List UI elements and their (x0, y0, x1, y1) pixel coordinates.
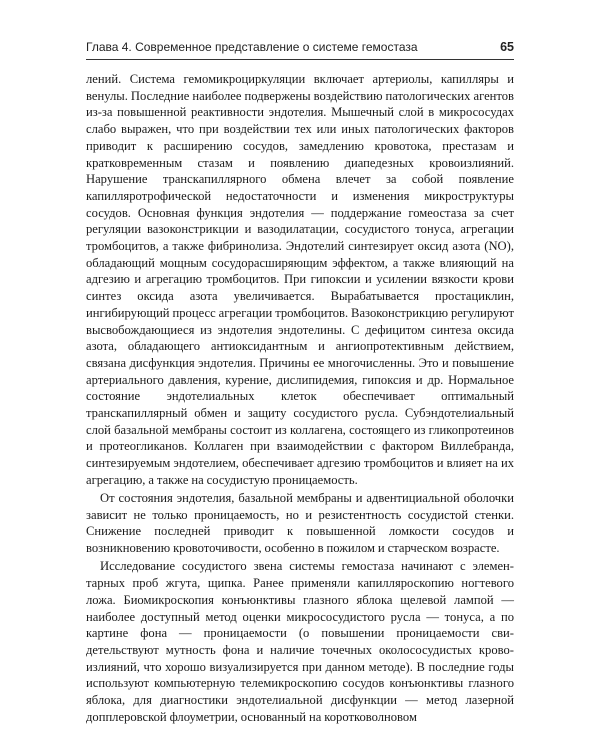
body-text (86, 71, 514, 725)
page-number: 65 (500, 40, 514, 54)
paragraph-3: Исследование сосудистого звена системы гемостаза начинают с элементарных проб жгута, щипка. Ранее применяли капилляроскопию ногтевого ложа. Биомикроскопия конъюнктивы глазного яблока щелевой лампой — наиболее доступный метод оценки микрососудистого русла — тонуса, а по картине фона — проницаемости (о повышении проницаемости свидетельствуют мутность фона и наличие точечных околососудистых кровоизлияний, что хорошо визуализируется при данном методе). В последние годы используют компьютерную телемикроскопию сосудов конъюнктивы глазного яблока, для диагностики эндотелиальной дисфункции — метод лазерной допплеровской флоуметрии, основанный на коротковолновом (86, 559, 514, 724)
chapter-title: Глава 4. Современное представление о системе гемостаза (86, 40, 418, 54)
paragraph-1: лений. Система гемомикроциркуляции включает артериолы, капилляры и венулы. Последние наиболее подвержены воздействию патологических агентов из-за повышенной реактивности эндотелия. Мышечный слой в микрососудах слабо выражен, что при воздействии тех или иных патологических факторов приводит к расширению сосудов, замедлению кровотока, престазам и кратковременным стазам и появлению диапедезных кровоизлияний. Нарушение транскапиллярного обмена влечет за собой появление капилляротрофической недостаточности и изменения микроструктуры сосудов. Основная функция эндотелия — поддержание гомеостаза за счет регуляции вазоконстрикции и вазодилатации, сосудистого тонуса, агрегации тромбоцитов, а также фибринолиза. Эндотелий синтезирует оксид азота (NO), обладающий мощным сосудорасширяющим эффектом, а также влияющий на адгезию и агрегацию тромбоцитов. При гипоксии и усилении вязкости крови синтез оксида азота увеличивается. Вырабатывается простациклин, ингибирующий процесс агрегации тромбоцитов. Вазоконстрикцию регулируют высвобождающиеся из эндотелия эндотелины. С дефицитом синтеза оксида азота, обладающего антиоксидантным и ангиопротективным действием, связана дисфункция эндотелия. Причины ее многочисленны. Это и повышение артериального давления, курение, дислипидемия, гипоксия и др. Нормальное состояние эндотелиальных клеток обеспечивает оптимальный транскапиллярный обмен и защиту сосудистого русла. Субэндотелиальный слой базальной мембраны состоит из коллагена, состоящего из гликопротеинов и протеогликанов. Коллаген при взаимодействии с фактором Виллебранда, синтезируемым эндотелием, обеспечивает адгезию тромбоцитов и влияет на их агрегацию, а также на сосудистую проницаемость. (86, 72, 514, 487)
paragraph-2: От состояния эндотелия, базальной мембраны и адвентициальной оболочки зависит не только проницаемость, но и резистентность сосудистой стенки. Снижение последней приводит к повышенной ломкости сосудов и возникновению кровоточивости, особенно в пожилом и старческом возрасте. (86, 491, 514, 556)
book-page (86, 40, 514, 727)
running-header (86, 40, 514, 60)
